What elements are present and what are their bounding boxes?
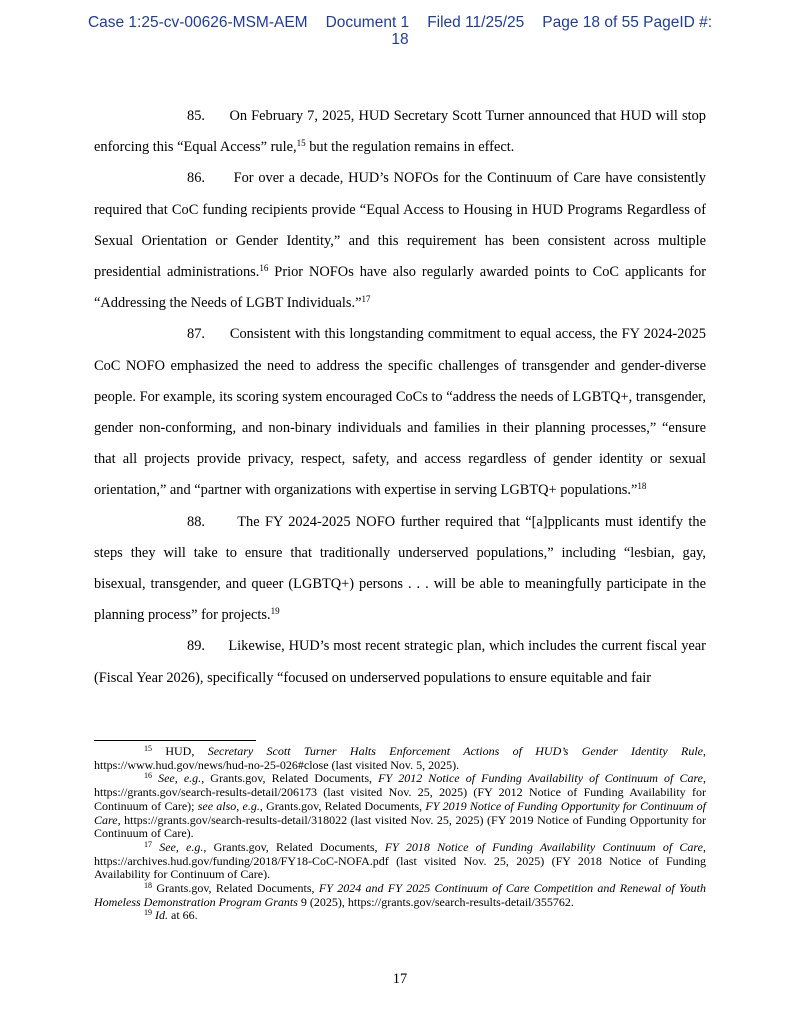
footnote-ref: 19 bbox=[270, 606, 280, 617]
footnote-ref: 18 bbox=[637, 481, 647, 492]
footnote-16: $^{16}$ See, e.g., Grants.gov, Related Documents, FY 2012 Notice of Funding Availability of Continuum of Care, https://grants.gov/search-results-detail/206173 (last visited Nov. 25, 2025) (FY 2012 Notice of Funding Availability for Continuum of Care); see also, e.g., Grants.gov, Related Documents, FY 2019 Notice of Funding Opportunity for Continuum of Care, https://grants.gov/search-results-detail/318022 (last visited Nov. 25, 2025) (FY 2019 Notice of Funding Opportunity for Continuum of Care). bbox=[94, 771, 706, 841]
paragraph-number: 89. bbox=[187, 638, 205, 655]
page-id: 18 bbox=[391, 31, 409, 48]
page-info: Page 18 of 55 PageID #: bbox=[542, 14, 713, 31]
footnote-17: $^{17}$ See, e.g., Grants.gov, Related Documents, FY 2018 Notice of Funding Availability Continuum of Care, https://archives.hud.gov/funding/2018/FY18-CoC-NOFA.pdf (last visited Nov. 25, 2025) (FY 2018 Notice of Funding Availability for Continuum of Care). bbox=[94, 839, 706, 882]
footnote-divider bbox=[94, 740, 256, 741]
footnote-ref: 17 bbox=[361, 294, 371, 305]
paragraph-89: 89. Likewise, HUD’s most recent strategic plan, which includes the current fiscal year (Fiscal Year 2026), specifically “focused on underserved populations to ensure equitable and fair bbox=[94, 638, 706, 686]
document-number: Document 1 bbox=[325, 14, 410, 31]
paragraph-number: 87. bbox=[187, 326, 205, 343]
main-body bbox=[94, 101, 706, 694]
filed-date: Filed 11/25/25 bbox=[427, 14, 525, 31]
page-number: 17 bbox=[392, 971, 408, 987]
case-number: Case 1:25-cv-00626-MSM-AEM bbox=[87, 14, 308, 31]
footnote-ref: 16 bbox=[259, 263, 269, 274]
footnote-15: $^{15}$ HUD, Secretary Scott Turner Halts Enforcement Actions of HUD’s Gender Identity Rule, https://www.hud.gov/news/hud-no-25-026#close (last visited Nov. 5, 2025). bbox=[94, 744, 707, 772]
footnote-ref: 15 bbox=[296, 138, 306, 149]
footnote-19: $^{19}$ Id. at 66. bbox=[144, 908, 198, 923]
footnote-18: $^{18}$ Grants.gov, Related Documents, FY 2024 and FY 2025 Continuum of Care Competition and Renewal of Youth Homeless Demonstration Program Grants 9 (2025), https://grants.gov/search-results-detail/355762. bbox=[94, 881, 706, 909]
paragraph-86: 86. For over a decade, HUD’s NOFOs for the Continuum of Care have consistently required that CoC funding recipients provide “Equal Access to Housing in HUD Programs Regardless of Sexual Orientation or Gender Identity,” and this requirement has been consistent across multiple presidential administrations.$^{16}$ Prior NOFOs have also regularly awarded points to CoC applicants for “Addressing the Needs of LGBT Individuals.”$^{17}$ bbox=[94, 170, 706, 312]
paragraph-number: 85. bbox=[187, 108, 205, 124]
paragraph-85: 85. On February 7, 2025, HUD Secretary Scott Turner announced that HUD will stop enforcing this “Equal Access” rule,$^{15}$ but the regulation remains in effect. bbox=[94, 108, 706, 156]
paragraph-87: 87. Consistent with this longstanding commitment to equal access, the FY 2024-2025 CoC NOFO emphasized the need to address the specific challenges of transgender and gender-diverse people. For example, its scoring system encouraged CoCs to “address the needs of LGBTQ+, transgender, gender non-conforming, and non-binary individuals and families in their planning processes,” “ensure that all projects provide privacy, respect, safety, and access regardless of gender identity or sexual orientation,” and “partner with organizations with expertise in serving LGBTQ+ populations.”$^{18}$ bbox=[94, 326, 706, 499]
paragraph-88: 88. The FY 2024-2025 NOFO further required that “[a]pplicants must identify the steps they will take to ensure that traditionally underserved populations,” including “lesbian, gay, bisexual, transgender, and queer (LGBTQ+) persons . . . will be able to meaningfully participate in the planning process” for projects.$^{19}$ bbox=[94, 513, 706, 624]
footnotes bbox=[94, 745, 706, 923]
paragraph-number: 86. bbox=[187, 170, 205, 187]
paragraph-number: 88. bbox=[187, 513, 205, 530]
document-header bbox=[0, 14, 800, 48]
